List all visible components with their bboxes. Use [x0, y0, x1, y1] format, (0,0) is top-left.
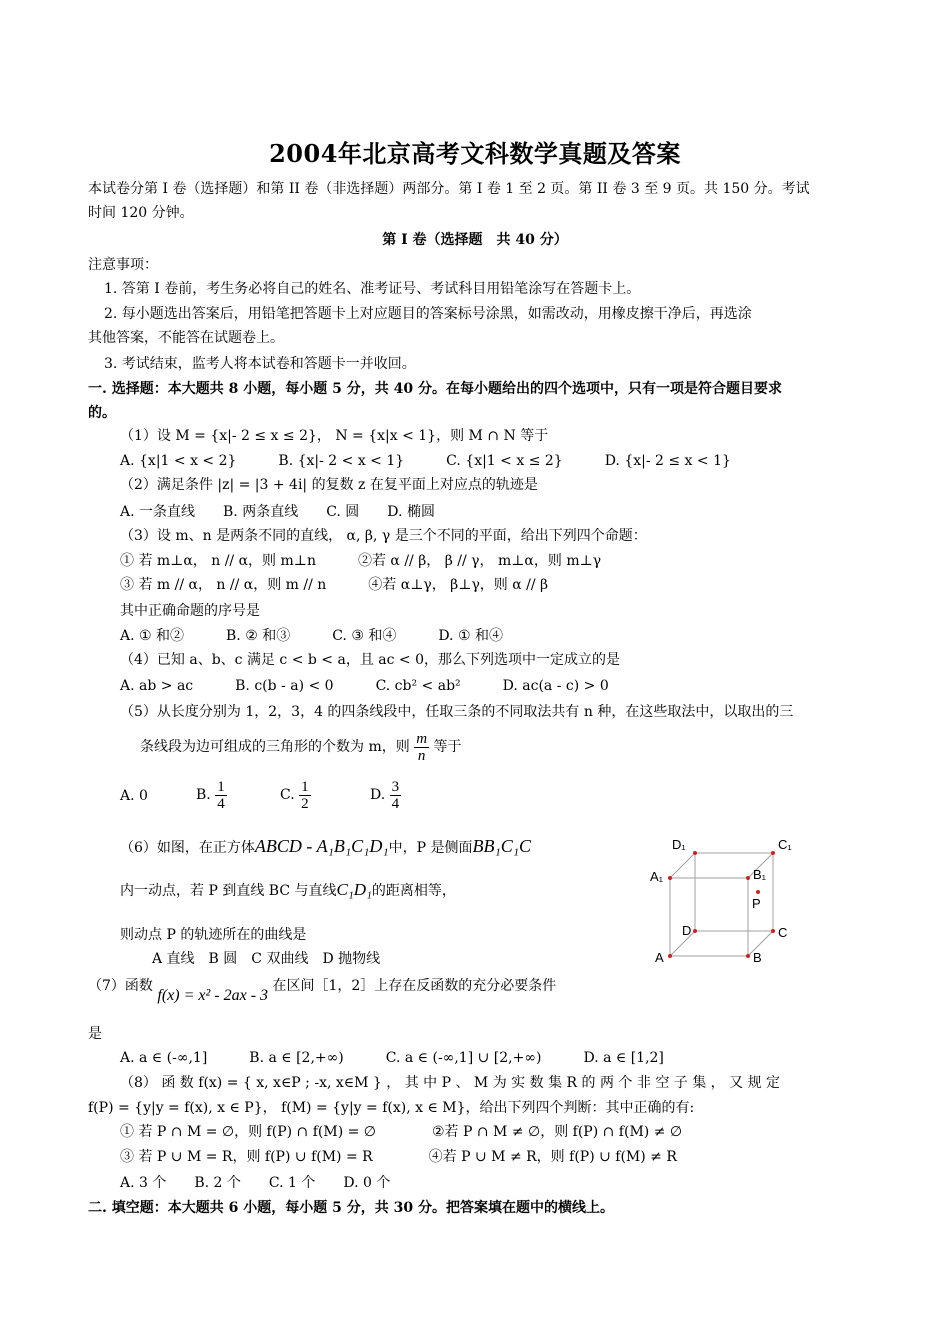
note-2b: 其他答案，不能答在试题卷上。 [88, 330, 284, 346]
q3-line-1: ① 若 m⊥α， n // α，则 m⊥n ②若 α // β， β // γ， m⊥α，则 m⊥γ [120, 553, 602, 569]
q6-a3: 中，P 是侧面 [388, 840, 473, 856]
vertex-b1-dot [746, 876, 750, 880]
q2-stem: （2）满足条件 |z| = |3 + 4i| 的复数 z 在复平面上对应点的轨迹是 [120, 477, 538, 493]
q5-option-c-label: C. [280, 787, 295, 803]
q4-options: A. ab > ac B. c(b - a) < 0 C. cb² < ab² D. ac(a - c) > 0 [120, 678, 609, 694]
q5-d-num: 3 [391, 778, 400, 795]
label-a1: A₁ [650, 869, 664, 884]
label-c1: C₁ [778, 837, 792, 852]
q6-cube-name: ABCD - A₁B₁C₁D₁ [254, 836, 389, 856]
label-d: D [682, 923, 692, 938]
q5-stem-b-tail: 等于 [433, 739, 462, 755]
q6-a1: （6）如图，在正方体 [120, 840, 255, 856]
q7-stem-b: 是 [88, 1026, 102, 1042]
q5-option-a: A. 0 [120, 788, 148, 804]
part1-heading: 第 I 卷（选择题 共 40 分） [382, 232, 568, 248]
q6-b1: 内一动点，若 P 到直线 BC 与直线 [120, 883, 337, 899]
q5-option-b [196, 775, 227, 815]
page-title: 2004年北京高考文科数学真题及答案 [269, 139, 681, 168]
q1-options: A. {x|1 < x < 2} B. {x|- 2 < x < 1} C. {x|1 < x ≤ 2} D. {x|- 2 ≤ x < 1} [120, 453, 731, 469]
q5-option-d-frac [390, 779, 402, 812]
q7-a1: （7）函数 [88, 978, 153, 994]
q5-frac-num: m [416, 730, 428, 747]
q5-option-b-frac [215, 779, 227, 812]
vertex-a-dot [668, 954, 672, 958]
notes-heading: 注意事项： [88, 257, 158, 273]
q6-stem-c: 则动点 P 的轨迹所在的曲线是 [120, 927, 307, 943]
q6-face-name: BB₁C₁C [472, 836, 532, 856]
vertex-d-dot [693, 929, 697, 933]
q3-stem: （3）设 m、n 是两条不同的直线， α, β, γ 是三个不同的平面，给出下列四个命题： [120, 528, 647, 544]
vertex-b-dot [746, 954, 750, 958]
vertex-d1-dot [693, 851, 697, 855]
q7-options: A. a ∈ (-∞,1] B. a ∈ [2,+∞) C. a ∈ (-∞,1] ∪ [2,+∞) D. a ∈ [1,2] [120, 1050, 664, 1066]
q8-line-1: ① 若 P ∩ M = ∅，则 f(P) ∩ f(M) = ∅ ②若 P ∩ M ≠ ∅，则 f(P) ∩ f(M) ≠ ∅ [120, 1124, 683, 1140]
note-3: 3. 考试结束，监考人将本试卷和答题卡一并收回。 [104, 356, 416, 372]
q2-options: A. 一条直线 B. 两条直线 C. 圆 D. 椭圆 [120, 504, 435, 520]
q6-stem-a [120, 836, 531, 858]
q5-option-c-frac [299, 779, 311, 812]
q7-function: f(x) = x² - 2ax - 3 [157, 987, 269, 1004]
q5-c-num: 1 [301, 778, 309, 795]
q5-option-d-label: D. [370, 787, 386, 803]
label-a: A [655, 950, 664, 965]
vertex-c-dot [771, 929, 775, 933]
point-p-dot [756, 890, 760, 894]
q5-option-d [370, 775, 401, 815]
q1-stem: （1）设 M = {x|- 2 ≤ x ≤ 2}， N = {x|x < 1}，则 M ∩ N 等于 [120, 428, 549, 444]
q5-c-den: 2 [301, 795, 309, 812]
q5-stem-b-text: 条线段为边可组成的三角形的个数为 m，则 [140, 739, 410, 755]
vertex-a1-dot [668, 876, 672, 880]
q8-options: A. 3 个 B. 2 个 C. 1 个 D. 0 个 [120, 1175, 391, 1191]
q5-option-c [280, 775, 311, 815]
label-p: P [752, 896, 761, 911]
label-b: B [753, 950, 762, 965]
q5-option-b-label: B. [196, 787, 211, 803]
q6-line-name: C₁D₁ [336, 880, 372, 899]
section2-heading: 二. 填空题：本大题共 6 小题，每小题 5 分，共 30 分。把答案填在题中的横线上。 [88, 1200, 614, 1216]
label-d1: D₁ [672, 837, 686, 852]
section1-heading-a: 一. 选择题：本大题共 8 小题，每小题 5 分，共 40 分。在每小题给出的四个选项中，只有一项是符合题目要求 [88, 381, 782, 397]
intro-line-1: 本试卷分第 I 卷（选择题）和第 II 卷（非选择题）两部分。第 I 卷 1 至 2 页。第 II 卷 3 至 9 页。共 150 分。考试 [88, 181, 810, 197]
q8-stem-a: （8） 函 数 f(x) = { x, x∈P ; -x, x∈M } ， 其 中 P 、 M 为 实 数 集 R 的 两 个 非 空 子 集 ， 又 规 定 [120, 1075, 781, 1091]
q7-a3: 在区间［1，2］上存在反函数的充分必要条件 [272, 978, 557, 994]
section1-heading-b: 的。 [88, 405, 116, 421]
q8-line-2: ③ 若 P ∪ M = R，则 f(P) ∪ f(M) = R ④若 P ∪ M ≠ R，则 f(P) ∪ f(M) ≠ R [120, 1149, 677, 1165]
q7-stem [88, 976, 557, 1004]
q5-fraction [414, 731, 429, 764]
label-c: C [778, 925, 788, 940]
q5-b-den: 4 [217, 795, 225, 812]
q5-frac-den: n [417, 747, 426, 764]
q6-options: A 直线 B 圆 C 双曲线 D 抛物线 [152, 951, 381, 967]
cube-figure [645, 835, 805, 970]
q5-stem-b [140, 728, 461, 766]
q3-line-2: ③ 若 m // α， n // α，则 m // n ④若 α⊥γ， β⊥γ，则 α // β [120, 577, 549, 593]
vertex-c1-dot [771, 851, 775, 855]
q8-stem-b: f(P) = {y|y = f(x), x ∈ P}， f(M) = {y|y = f(x), x ∈ M}，给出下列四个判断：其中正确的有: [88, 1100, 695, 1116]
q3-options: A. ① 和② B. ② 和③ C. ③ 和④ D. ① 和④ [120, 628, 503, 644]
intro-line-2: 时间 120 分钟。 [88, 205, 194, 221]
label-b1: B₁ [753, 867, 767, 882]
q4-stem: （4）已知 a、b、c 满足 c < b < a，且 ac < 0，那么下列选项中一定成立的是 [120, 652, 620, 668]
q6-b3: 的距离相等， [371, 883, 456, 899]
q3-ask: 其中正确命题的序号是 [120, 603, 260, 619]
q5-stem-a: （5）从长度分别为 1，2，3，4 的四条线段中，任取三条的不同取法共有 n 种，在这些取法中，以取出的三 [120, 704, 794, 720]
q5-d-den: 4 [391, 795, 400, 812]
note-2a: 2. 每小题选出答案后，用铅笔把答题卡上对应题目的答案标号涂黑，如需改动，用橡皮擦干净后，再选涂 [104, 306, 752, 322]
q6-stem-b [120, 880, 456, 901]
note-1: 1. 答第 I 卷前，考生务必将自己的姓名、准考证号、考试科目用铅笔涂写在答题卡上。 [104, 281, 641, 297]
q5-b-num: 1 [217, 778, 225, 795]
